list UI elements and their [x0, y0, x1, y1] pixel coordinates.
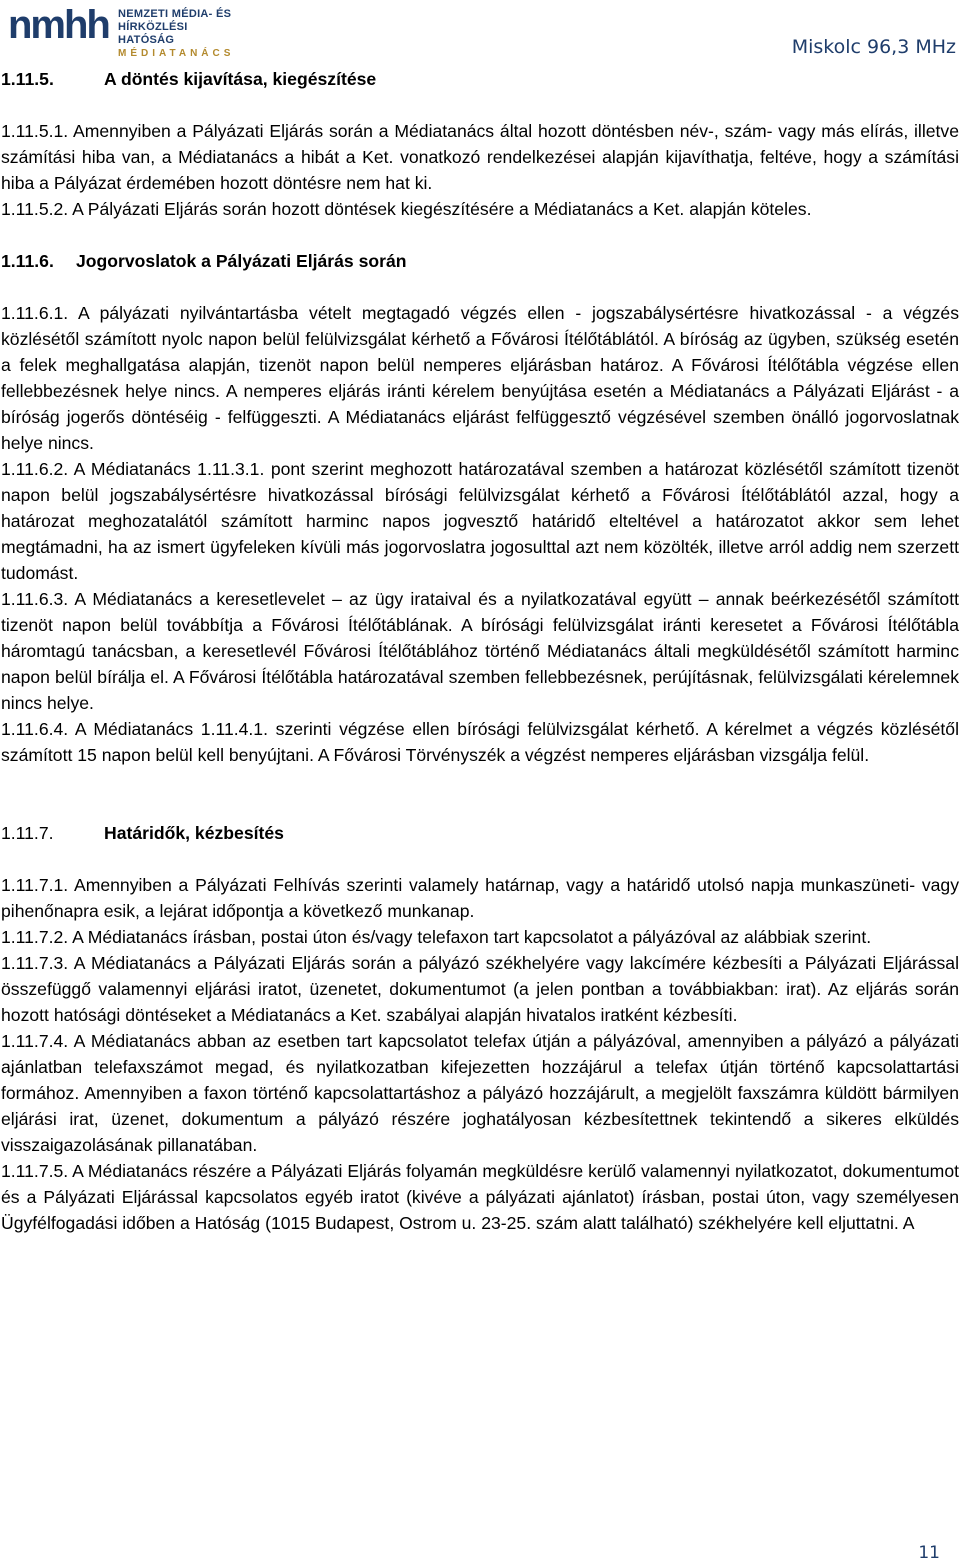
paragraph-1-11-7-5: 1.11.7.5. A Médiatanács részére a Pályázati Eljárás folyamán megküldésre kerülő valamennyi nyilatkozatot, dokumentumot és a Pályázati Eljárással kapcsolatos egyéb iratot (kivéve a pályázati ajánlatot) írásban, postai úton, vagy személyesen Ügyfélfogadási időben a Hatóság (1015 Budapest, Ostrom u. 23-25. szám alatt található) székhelyére kell eljuttatni. A [1, 1161, 959, 1233]
section-heading-1-11-7 [1, 820, 959, 846]
paragraph-1-11-6-1: 1.11.6.1. A pályázati nyilvántartásba vételt megtagadó végzés ellen - jogszabálysértésre hivatkozással - a végzés közlésétől számított nyolc napon belül felülvizsgálat kérhető a Fővárosi Ítélőtáblától. A bíróság az ügyben, szükség esetén a felek meghallgatása alapján, tizenöt napon belül nemperes eljárásban határoz. A Fővárosi Ítélőtábla végzése ellen fellebbezésnek helye nincs. A nemperes eljárás iránti kérelem benyújtása esetén a Médiatanács a Pályázati Eljárást - a bíróság jogerős döntéséig - felfüggeszti. A Médiatanács eljárást felfüggesztő végzésével szemben önálló jogorvoslatnak helye nincs. [1, 303, 959, 453]
page-number: 11 [918, 1543, 940, 1563]
organization-name [118, 8, 246, 60]
paragraph-1-11-6-3: 1.11.6.3. A Médiatanács a keresetlevelet – az ügy irataival és a nyilatkozatával együtt – annak beérkezésétől számított tizenöt napon belül továbbítja a Fővárosi Ítélőtáblának. A bírósági felülvizsgálat iránti keresetet a Fővárosi Ítélőtábla háromtagú tanácsban, a keresetlevél Fővárosi Ítélőtáblához történő Médiatanács általi megküldésétől számított harminc napon belül bírálja el. A Fővárosi Ítélőtábla határozatával szemben fellebbezésnek, perújításnak, felülvizsgálati kérelemnek nincs helye. [1, 589, 959, 713]
section-title: Jogorvoslatok a Pályázati Eljárás során [76, 251, 407, 271]
paragraph-1-11-7-4: 1.11.7.4. A Médiatanács abban az esetben tart kapcsolatot telefax útján a pályázóval, amennyiben a pályázó a pályázati ajánlatban telefaxszámot megad, és nyilatkozatban kifejezetten hozzájárul a telefax útján történő kapcsolattartási formához. Amennyiben a faxon történő kapcsolattartáshoz a pályázó hozzájárult, a megjelölt faxszámra küldött bármilyen eljárási irat, üzenet, dokumentum a pályázó részére joghatályosan kézbesítettnek tekintendő a sikeres elküldés visszaigazolásának pillanatában. [1, 1031, 959, 1155]
nmhh-logo-mark [6, 2, 116, 46]
org-line-1: NEMZETI MÉDIA- ÉS [118, 8, 232, 20]
paragraph-1-11-7-3: 1.11.7.3. A Médiatanács a Pályázati Eljárás során a pályázó székhelyére vagy lakcímére kézbesíti a Pályázati Eljárással összefüggő valamennyi eljárási iratot, üzenetet, dokumentumot (a jelen pontban a továbbiakban: irat). Az eljárás során hozott hatósági döntéseket a Médiatanács a Ket. szabályai alapján hivatalos iratként kézbesíti. [1, 953, 959, 1025]
paragraph-1-11-7-2: 1.11.7.2. A Médiatanács írásban, postai úton és/vagy telefaxon tart kapcsolatot a pályázóval az alábbiak szerint. [1, 927, 872, 947]
document-body [1, 66, 959, 1236]
paragraph-1-11-5-2: 1.11.5.2. A Pályázati Eljárás során hozott döntések kiegészítésére a Médiatanács a Ket. alapján köteles. [1, 199, 812, 219]
radio-frequency-label: Miskolc 96,3 MHz [791, 36, 956, 58]
section-heading-1-11-5 [1, 66, 959, 92]
section-number: 1.11.6. [1, 251, 54, 271]
section-title: Határidők, kézbesítés [104, 823, 284, 843]
section-number: 1.11.7. [1, 823, 54, 843]
paragraph-1-11-7-1: 1.11.7.1. Amennyiben a Pályázati Felhívás szerinti valamely határnap, vagy a határidő utolsó napja munkaszüneti- vagy pihenőnapra esik, a lejárat időpontja a következő munkanap. [1, 875, 959, 921]
section-number: 1.11.5. [1, 69, 54, 89]
org-line-3: MÉDIATANÁCS [118, 48, 235, 59]
section-title: A döntés kijavítása, kiegészítése [104, 69, 377, 89]
nmhh-logo [6, 2, 246, 59]
org-line-2: HÍRKÖZLÉSI HATÓSÁG [118, 21, 188, 46]
paragraph-1-11-6-4: 1.11.6.4. A Médiatanács 1.11.4.1. szerinti végzése ellen bírósági felülvizsgálat kérhető. A kérelmet a végzés közlésétől számított 15 napon belül kell benyújtani. A Fővárosi Törvényszék a végzést nemperes eljárásban vizsgálja felül. [1, 719, 959, 765]
logo-text: nmhh [8, 3, 109, 46]
section-heading-1-11-6 [1, 248, 959, 274]
paragraph-1-11-6-2: 1.11.6.2. A Médiatanács 1.11.3.1. pont szerint meghozott határozatával szemben a határozat közlésétől számított tizenöt napon belül jogszabálysértésre hivatkozással bírósági felülvizsgálat kérhető a Fővárosi Ítélőtáblától azzal, hogy a határozat meghozatalától számított harminc napos jogvesztő határidő elteltével a határozatot akkor sem lehet megtámadni, ha az ismert ügyfeleken kívüli más jogorvoslatra jogosulttal azt nem közölték, illetve arról addig nem szerzett tudomást. [1, 459, 959, 583]
paragraph-1-11-5-1: 1.11.5.1. Amennyiben a Pályázati Eljárás során a Médiatanács által hozott döntésben név-, szám- vagy más elírás, illetve számítási hiba van, a Médiatanács a hibát a Ket. vonatkozó rendelkezései alapján kijavíthatja, feltéve, hogy a számítási hiba a Pályázat érdemében hozott döntésre nem hat ki. [1, 121, 959, 193]
